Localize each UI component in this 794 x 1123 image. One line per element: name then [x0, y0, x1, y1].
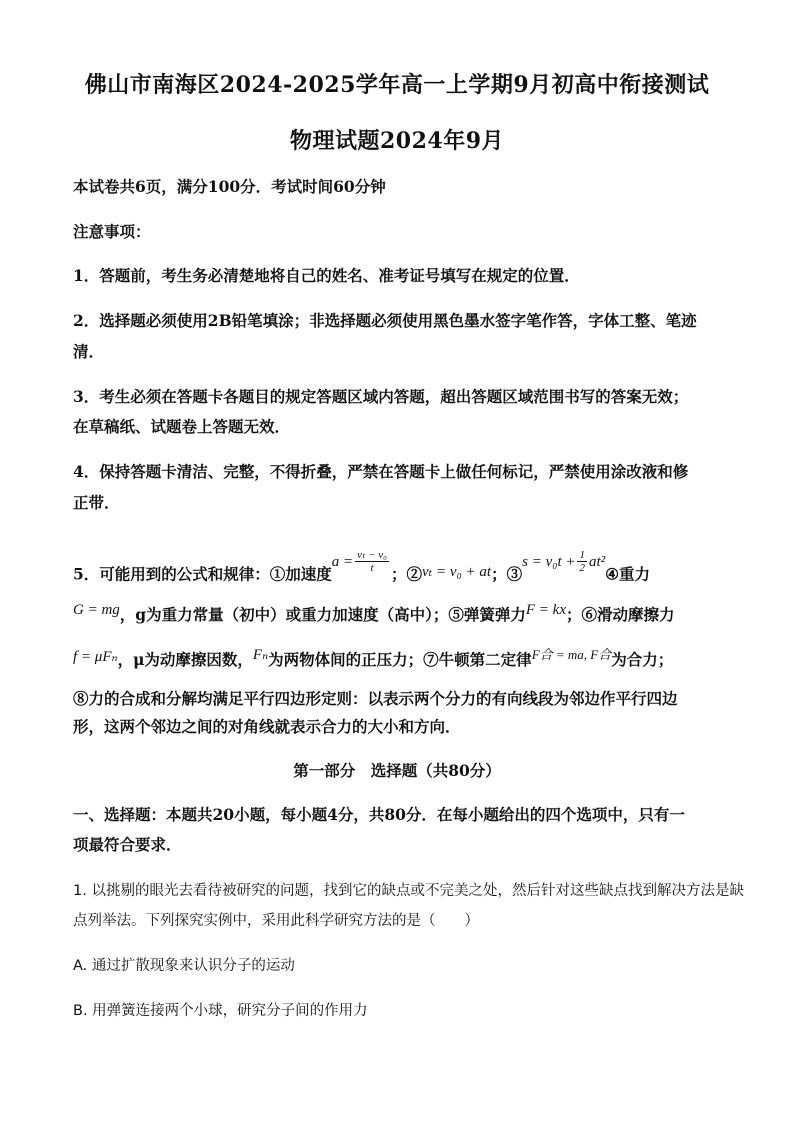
note-4-line2: 正带． [73, 493, 120, 512]
formula-displacement-fraction [577, 549, 587, 574]
formula-normal-force: Fₙ [252, 647, 269, 663]
question-1-option-a: A. 通过扩散现象来认识分子的运动 [73, 958, 295, 974]
note-3-line2: 在草稿纸、试题卷上答题无效． [73, 417, 291, 436]
formula-displacement-denominator: 2 [579, 562, 585, 574]
formula-acceleration-denominator: t [370, 562, 374, 574]
note-5-line2 [73, 604, 734, 627]
exam-intro: 本试卷共6页，满分100分．考试时间60分钟 [73, 177, 386, 196]
exam-title: 佛山市南海区2024-2025学年高一上学期9月初高中衔接测试 [84, 72, 710, 98]
formula-acceleration-fraction [355, 549, 389, 574]
note-5-line4: ⑧力的合成和分解均满足平行四边形定则：以表示两个分力的有向线段为邻边作平行四边 [73, 689, 678, 708]
note-5-tail1: ④重力 [605, 564, 651, 584]
note-3-line1: 3．考生必须在答题卡各题目的规定答题区域内答题，超出答题区域范围书写的答案无效； [73, 387, 689, 406]
part-1-heading: 第一部分 选择题（共80分） [293, 761, 501, 780]
formula-displacement [522, 549, 606, 574]
note-5-line3 [73, 649, 734, 672]
formula-friction: f = μFₙ [73, 649, 118, 665]
note-5-line2-tail: ；⑥滑动摩擦力 [566, 605, 675, 624]
note-5-lead: 5．可能用到的公式和规律：①加速度 [73, 564, 332, 584]
formula-acceleration-lhs: a = [331, 553, 354, 570]
question-1-line2: 点列举法。下列探究实例中，采用此科学研究方法的是（ ） [73, 913, 479, 929]
notes-heading: 注意事项： [73, 222, 151, 241]
exam-subtitle: 物理试题2024年9月 [289, 128, 505, 154]
question-1-line1: 1. 以挑剔的眼光去看待被研究的问题，找到它的缺点或不完美之处，然后针对这些缺点找到解决方法是缺 [73, 883, 744, 899]
note-5-sep1: ；② [390, 564, 422, 584]
formula-displacement-a: s = v₀t + [522, 553, 576, 570]
note-5-line1 [73, 549, 734, 588]
formula-spring: F = kx [525, 602, 566, 618]
note-5-line3-b: 为两物体间的正压力；⑦牛顿第二定律 [268, 650, 532, 669]
note-5-sep2: ；③ [491, 564, 523, 584]
section-1-instructions-line2: 项最符合要求． [73, 835, 182, 854]
formula-velocity: vₜ = v₀ + at [421, 563, 492, 580]
formula-gravity: G = mg [73, 602, 120, 618]
note-2-line2: 清． [73, 342, 105, 361]
note-5-line3-c: 为合力； [611, 650, 674, 669]
formula-acceleration-numerator: vₜ − v₀ [357, 549, 387, 561]
note-5-line5: 形，这两个邻边之间的对角线就表示合力的大小和方向． [73, 717, 461, 736]
formula-acceleration [331, 549, 391, 574]
note-1: 1．答题前，考生务必清楚地将自己的姓名、准考证号填写在规定的位置． [73, 266, 580, 285]
formula-newton-second: F合 = ma, F合 [531, 647, 612, 662]
question-1-option-b: B. 用弹簧连接两个小球，研究分子间的作用力 [73, 1003, 368, 1019]
formula-displacement-b: at² [588, 553, 606, 570]
note-5-line2-text: ，g为重力常量（初中）或重力加速度（高中）；⑤弹簧弹力 [119, 605, 526, 624]
note-5-line3-a: ，μ为动摩擦因数， [117, 650, 253, 669]
section-1-instructions-line1: 一、选择题：本题共20小题，每小题4分，共80分．在每小题给出的四个选项中，只有一 [73, 805, 685, 824]
note-4-line1: 4．保持答题卡清洁、完整，不得折叠，严禁在答题卡上做任何标记，严禁使用涂改液和修 [73, 462, 689, 481]
note-2-line1: 2．选择题必须使用2B铅笔填涂；非选择题必须使用黑色墨水签字笔作答，字体工整、笔迹 [73, 311, 697, 330]
formula-displacement-numerator: 1 [579, 549, 585, 561]
